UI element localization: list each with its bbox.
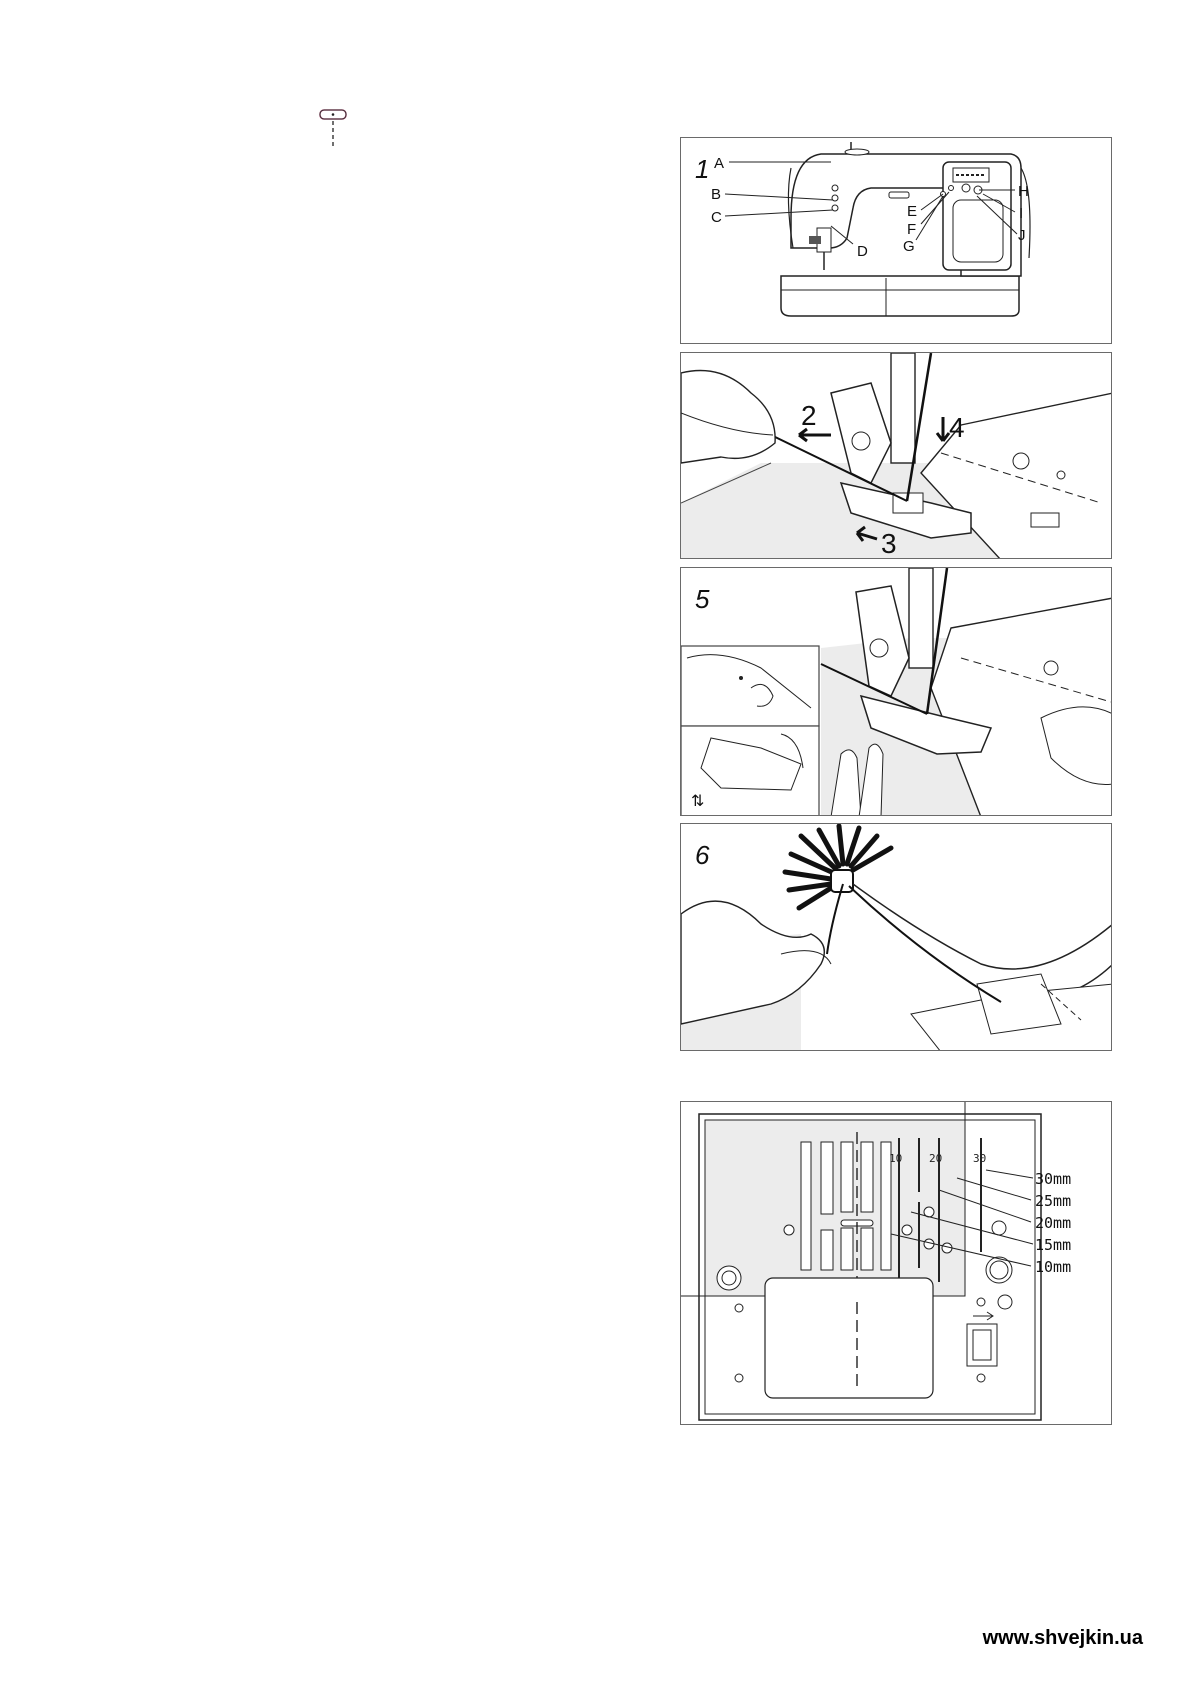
step-number-3: 3	[881, 528, 897, 559]
svg-text:⇅: ⇅	[691, 793, 705, 810]
step-number-1: 1	[695, 154, 710, 184]
seam-guide-20mm: 20mm	[1035, 1214, 1072, 1232]
callout-g: G	[903, 238, 915, 255]
figure-start-sewing	[680, 567, 1112, 816]
figure-machine-overview	[680, 137, 1112, 344]
seam-guide-10mm: 10mm	[1035, 1258, 1072, 1276]
callout-j: J	[1018, 227, 1026, 244]
plate-tick-20: 20	[929, 1152, 943, 1165]
needle-plate-illustration	[681, 1102, 1112, 1425]
step-number-4: 4	[949, 412, 965, 443]
callout-h: H	[1018, 183, 1029, 200]
presser-foot-illustration	[681, 353, 1112, 559]
plate-tick-30: 30	[973, 1152, 987, 1165]
callout-i: I	[1019, 205, 1024, 222]
sewing-machine-illustration	[681, 138, 1112, 344]
seam-guide-15mm: 15mm	[1035, 1236, 1072, 1254]
start-sewing-illustration	[681, 568, 1112, 816]
thread-cutter-illustration	[681, 824, 1112, 1051]
seam-guide-30mm: 30mm	[1035, 1170, 1072, 1188]
callout-a: A	[714, 155, 725, 172]
callout-f: F	[907, 221, 917, 238]
step-number-5: 5	[695, 584, 710, 614]
figure-thread-cutter	[680, 823, 1112, 1051]
footer-website-url: www.shvejkin.ua	[982, 1627, 1143, 1649]
figure-needle-plate-guide	[680, 1101, 1112, 1425]
figure-thread-under-foot	[680, 352, 1112, 559]
callout-d: D	[857, 243, 868, 260]
stitch-marker-icon	[313, 104, 353, 150]
seam-guide-25mm: 25mm	[1035, 1192, 1072, 1210]
callout-c: C	[711, 209, 722, 226]
callout-e: E	[907, 203, 918, 220]
step-number-2: 2	[801, 400, 817, 431]
plate-tick-10: 10	[889, 1152, 903, 1165]
callout-b: B	[711, 186, 722, 203]
step-number-6: 6	[695, 840, 710, 870]
